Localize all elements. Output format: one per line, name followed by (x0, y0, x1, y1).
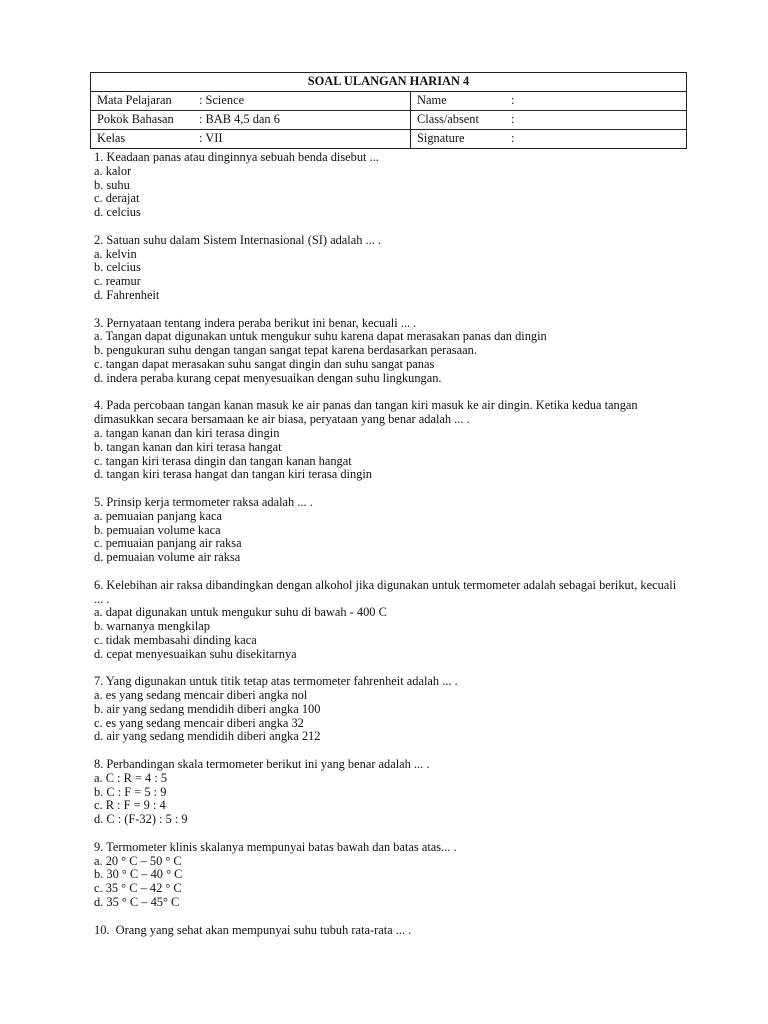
question-stem: 7. Yang digunakan untuk titik tetap atas termometer fahrenheit adalah ... . (94, 674, 458, 689)
grade-label: Kelas (97, 131, 126, 146)
answer-option: a. C : R = 4 : 5 (94, 770, 168, 785)
answer-option: b. C : F = 5 : 9 (94, 784, 167, 799)
answer-option: b. air yang sedang mendidih diberi angka 100 (94, 701, 321, 716)
question-stem: 5. Prinsip kerja termometer raksa adalah ... . (94, 494, 313, 509)
question-item (94, 317, 686, 386)
question-item (94, 841, 686, 910)
answer-option: a. kelvin (94, 246, 137, 261)
answer-option: c. es yang sedang mencair diberi angka 32 (94, 715, 304, 730)
answer-option: b. tangan kanan dan kiri terasa hangat (94, 439, 282, 454)
answer-option: a. kalor (94, 163, 132, 178)
question-list (90, 151, 686, 937)
answer-option: b. suhu (94, 177, 130, 192)
subject-label: Mata Pelajaran (97, 93, 172, 108)
answer-option: c. derajat (94, 191, 140, 206)
question-item (94, 675, 686, 744)
answer-option: b. celcius (94, 260, 141, 275)
question-item (94, 924, 686, 938)
answer-option: c. tangan dapat merasakan suhu sangat dingin dan suhu sangat panas (94, 356, 435, 371)
answer-option: c. pemuaian panjang air raksa (94, 536, 242, 551)
class-absent-label: Class/absent (417, 112, 479, 127)
header-row (91, 111, 687, 130)
answer-option: d. Fahrenheit (94, 287, 160, 302)
question-stem: 3. Pernyataan tentang indera peraba berikut ini benar, kecuali ... . (94, 315, 417, 330)
answer-option: a. pemuaian panjang kaca (94, 508, 222, 523)
exam-header-table (90, 72, 687, 149)
topic-value: : BAB 4,5 dan 6 (199, 112, 280, 127)
question-item (94, 496, 686, 565)
question-stem: 6. Kelebihan air raksa dibandingkan dengan alkohol jika digunakan untuk termometer adalah sebagai berikut, kecuali ... . (94, 577, 680, 606)
question-stem: 9. Termometer klinis skalanya mempunyai batas bawah dan batas atas... . (94, 839, 457, 854)
answer-option: b. warnanya mengkilap (94, 619, 210, 634)
answer-option: c. 35 ° C – 42 ° C (94, 881, 182, 896)
answer-option: d. air yang sedang mendidih diberi angka 212 (94, 729, 321, 744)
answer-option: d. cepat menyesuaikan suhu disekitarnya (94, 646, 297, 661)
answer-option: b. pengukuran suhu dengan tangan sangat tepat karena berdasarkan perasaan. (94, 343, 477, 358)
answer-option: d. celcius (94, 205, 141, 220)
topic-label: Pokok Bahasan (97, 112, 174, 127)
header-row (91, 92, 687, 111)
answer-option: d. C : (F-32) : 5 : 9 (94, 812, 188, 827)
answer-option: a. 20 ° C – 50 ° C (94, 853, 182, 868)
answer-option: a. es yang sedang mencair diberi angka nol (94, 688, 308, 703)
header-title-row (91, 73, 687, 92)
answer-option: d. indera peraba kurang cepat menyesuaikan dengan suhu lingkungan. (94, 370, 442, 385)
question-stem: 8. Perbandingan skala termometer berikut ini yang benar adalah ... . (94, 757, 430, 772)
answer-option: c. R : F = 9 : 4 (94, 798, 166, 813)
subject-value: : Science (199, 93, 245, 108)
exam-sheet (90, 72, 686, 951)
name-value: : (511, 93, 515, 108)
answer-option: c. tangan kiri terasa dingin dan tangan kanan hangat (94, 453, 352, 468)
name-label: Name (417, 93, 447, 108)
answer-option: d. pemuaian volume air raksa (94, 550, 241, 565)
signature-label: Signature (417, 131, 465, 146)
answer-option: d. tangan kiri terasa hangat dan tangan kiri terasa dingin (94, 467, 373, 482)
question-item (94, 151, 686, 220)
question-stem: 1. Keadaan panas atau dinginnya sebuah benda disebut ... (94, 150, 379, 164)
answer-option: d. 35 ° C – 45° C (94, 895, 180, 910)
exam-title: SOAL ULANGAN HARIAN 4 (91, 73, 687, 92)
class-absent-value: : (511, 112, 515, 127)
question-item (94, 399, 686, 482)
question-stem: 4. Pada percobaan tangan kanan masuk ke air panas dan tangan kiri masuk ke air dingin. Ketika kedua tangan dimasukkan secara bersamaan ke air biasa, peryataan yang benar adalah ... . (94, 398, 641, 427)
signature-value: : (511, 131, 515, 146)
question-item (94, 234, 686, 303)
answer-option: a. tangan kanan dan kiri terasa dingin (94, 425, 280, 440)
grade-value: : VII (199, 131, 223, 146)
question-stem: 10. Orang yang sehat akan mempunyai suhu tubuh rata-rata ... . (94, 922, 412, 937)
question-item (94, 758, 686, 827)
header-row (91, 130, 687, 149)
answer-option: b. 30 ° C – 40 ° C (94, 867, 183, 882)
answer-option: a. Tangan dapat digunakan untuk mengukur suhu karena dapat merasakan panas dan dingin (94, 329, 547, 344)
answer-option: c. reamur (94, 274, 141, 289)
answer-option: a. dapat digunakan untuk mengukur suhu di bawah - 400 C (94, 605, 387, 620)
answer-option: b. pemuaian volume kaca (94, 522, 221, 537)
answer-option: c. tidak membasahi dinding kaca (94, 632, 257, 647)
question-stem: 2. Satuan suhu dalam Sistem Internasional (SI) adalah ... . (94, 232, 381, 247)
question-item (94, 579, 686, 662)
